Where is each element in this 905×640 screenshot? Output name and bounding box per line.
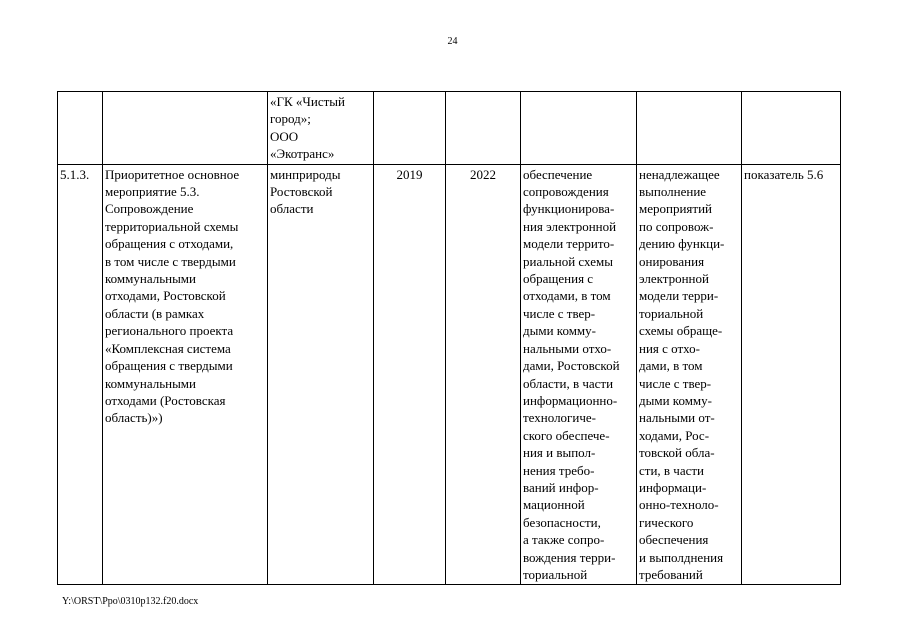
activity-name-cell: Приоритетное основное мероприятие 5.3. Сопровождение территориальной схемы обращения с отходами, в том числе с твердыми коммунальными отходами, Ростовской области (в рамках регионального проекта «Комплексная система обращения с твердыми коммунальными отходами (Ростовская область)») bbox=[103, 164, 268, 585]
document-table bbox=[57, 91, 841, 585]
table-cell-executor: «ГК «Чистый город»; ООО «Экотранс» bbox=[268, 92, 374, 165]
table-cell bbox=[58, 92, 103, 165]
table-cell bbox=[742, 92, 841, 165]
expected-result-cell: обеспечение сопровождения функционирова- ния электронной модели террито- риальной схемы обращения с отходами, в том числе с твер- дыми комму- нальными отхо- дами, Ростовской области, в части информационно- технологиче- ского обеспече- ния и выпол- нения требо- ваний инфор- мационной безопасности, а также сопро- вождения терри- ториальной bbox=[521, 164, 637, 585]
table-cell bbox=[637, 92, 742, 165]
consequences-cell: ненадлежащее выполнение мероприятий по сопровож- дению функци- онирования электронной модели терри- ториальной схемы обраще- ния с отхо- дами, в том числе с твер- дыми комму- нальными от- ходами, Рос- товской обла- сти, в части информаци- онно-техноло- гического обеспечения и выполднения требований bbox=[637, 164, 742, 585]
table-cell bbox=[103, 92, 268, 165]
table-cell bbox=[374, 92, 446, 165]
table-row bbox=[58, 92, 841, 165]
page-number: 24 bbox=[447, 36, 458, 47]
end-year-cell: 2022 bbox=[446, 164, 521, 585]
indicator-link-cell: показатель 5.6 bbox=[742, 164, 841, 585]
footer-file-path: Y:\ORST\Ppo\0310p132.f20.docx bbox=[62, 596, 199, 607]
table-cell bbox=[521, 92, 637, 165]
table-row bbox=[58, 164, 841, 585]
start-year-cell: 2019 bbox=[374, 164, 446, 585]
table-cell bbox=[446, 92, 521, 165]
executor-cell: минприроды Ростовской области bbox=[268, 164, 374, 585]
row-number-cell: 5.1.3. bbox=[58, 164, 103, 585]
